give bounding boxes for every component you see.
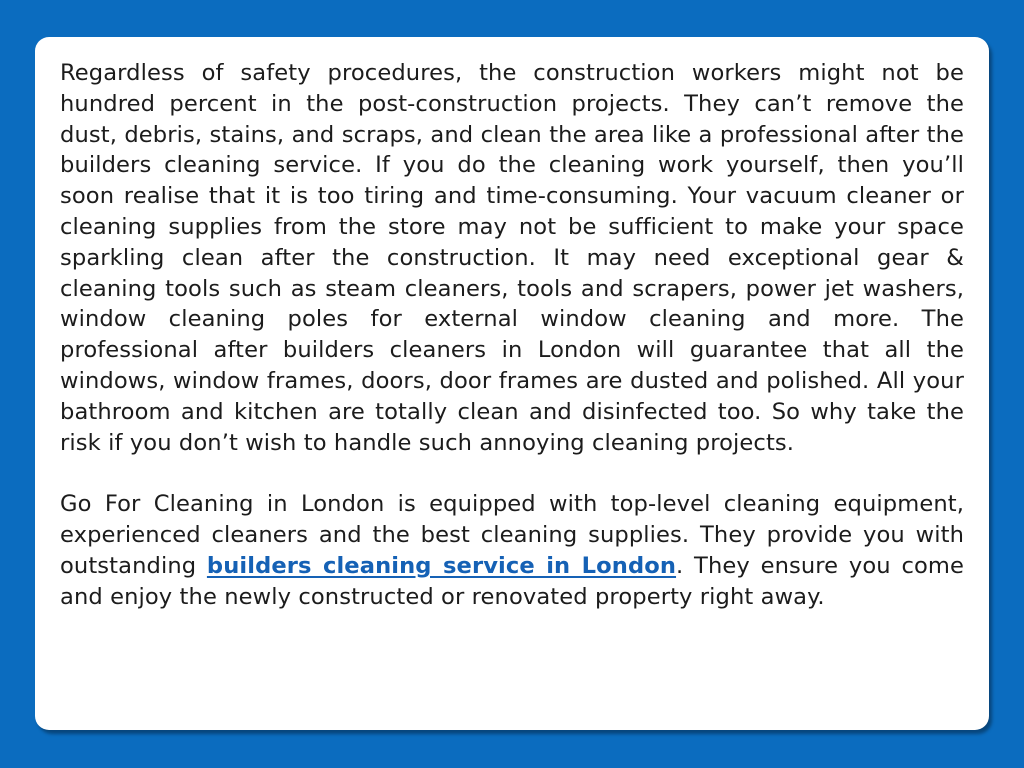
content-card [35, 37, 989, 730]
paragraph-spacer [60, 458, 964, 489]
paragraph-text-before-link: Go For Cleaning in London is equipped with top-level cleaning equipment, experienced cleaners and the best cleaning supplies. They provide you with outstanding [60, 491, 964, 579]
paragraph-safety-procedures: Regardless of safety procedures, the construction workers might not be hundred percent in the post-construction projects. They can’t remove the dust, debris, stains, and scraps, and clean the area like a professional after the builders cleaning service. If you do the cleaning work yourself, then you’ll soon realise that it is too tiring and time-consuming. Your vacuum cleaner or cleaning supplies from the store may not be sufficient to make your space sparkling clean after the construction. It may need exceptional gear & cleaning tools such as steam cleaners, tools and scrapers, power jet washers, window cleaning poles for external window cleaning and more. The professional after builders cleaners in London will guarantee that all the windows, window frames, doors, door frames are dusted and polished. All your bathroom and kitchen are totally clean and disinfected too. So why take the risk if you don’t wish to handle such annoying cleaning projects. [60, 60, 964, 456]
paragraph-text-after-link: . They ensure you come and enjoy the newly constructed or renovated property right away. [60, 552, 964, 610]
paragraph-go-for-cleaning [60, 489, 964, 612]
builders-cleaning-service-link[interactable]: builders cleaning service in London [206, 552, 677, 579]
